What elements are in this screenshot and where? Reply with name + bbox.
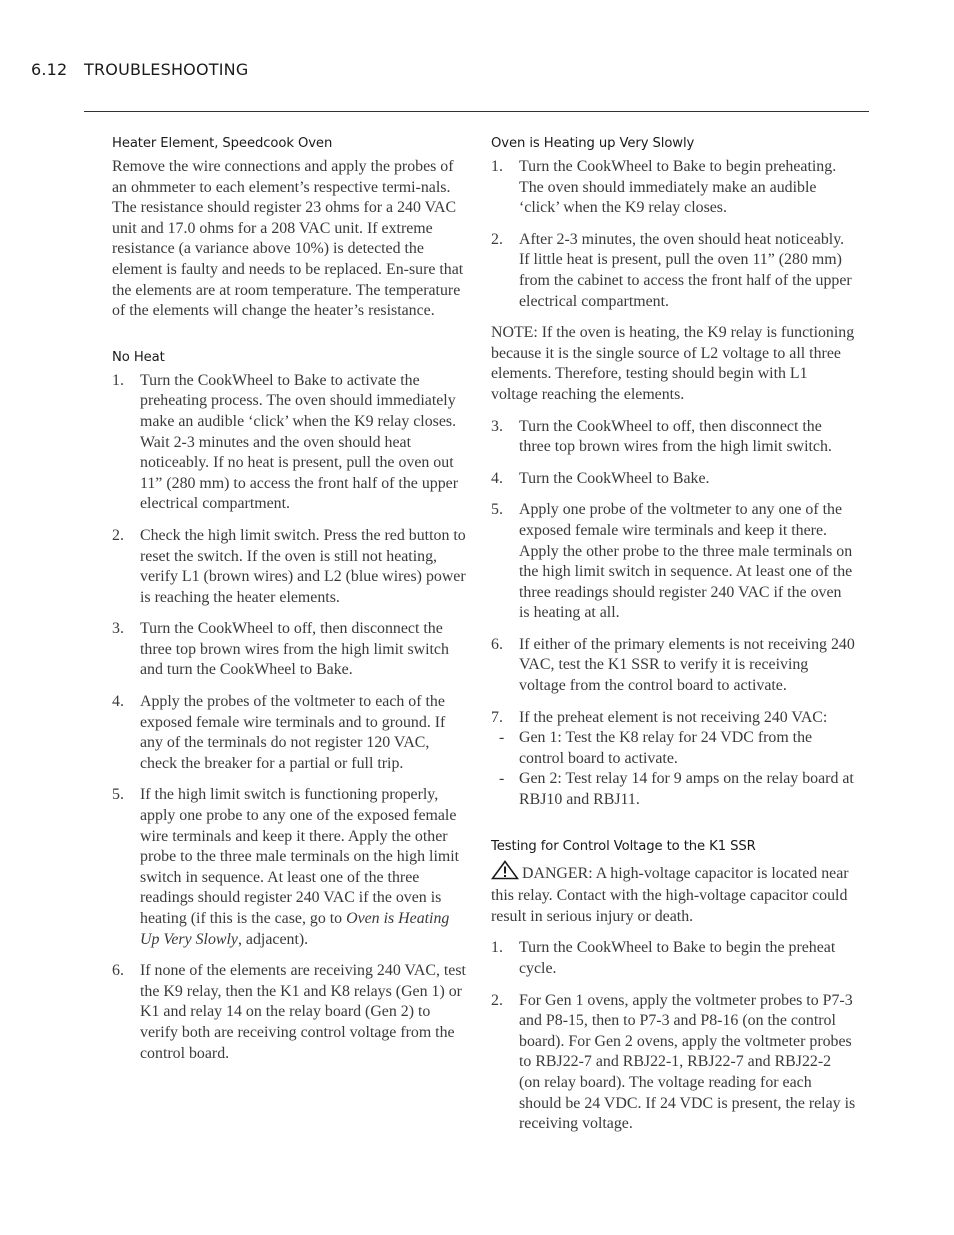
cross-reference-link: Oven is Heating Up Very Slowly	[140, 910, 450, 948]
control-voltage-heading: Testing for Control Voltage to the K1 SSR	[491, 838, 756, 854]
slow-heating-heading: Oven is Heating up Very Slowly	[491, 136, 695, 151]
step-text-end: , adjacent).	[237, 930, 309, 948]
heater-element-body: Remove the wire connections and apply the probes of an ohmmeter to each element’s respective termi-nals. The resistance should register 23 ohms for a 240 VAC unit and 17.0 ohms for a 208 VAC unit. If extreme resistance (a variance above 10%) is detected the element is faulty and needs to be replaced. En-sure that the elements are at room temperature. The temperature of the elements will change the heater’s resistance.	[112, 158, 464, 320]
step-number: 6.	[112, 962, 124, 980]
control-voltage-steps	[491, 938, 856, 1134]
heater-element-heading: Heater Element, Speedcook Oven	[112, 136, 333, 151]
step-text: Apply one probe of the voltmeter to any one of the exposed female wire terminals and keep it there. Apply the other probe to the three male terminals on the high limit switch in sequence. At least one of the three readings should register 240 VAC if the oven is heating at all.	[519, 501, 853, 622]
step-number: 2.	[112, 526, 124, 544]
header-rule	[84, 111, 869, 112]
step-number: 2.	[491, 230, 503, 248]
sub-item-gen2	[491, 769, 856, 810]
step-text: If the high limit switch is functioning properly, apply one probe to any one of the exposed female wire terminals and keep it there. Apply the other probe to the three male terminals on the high limit switch in sequence. At least one of the three readings should register 240 VAC if the oven is heating (if this is the case, go to	[140, 786, 460, 927]
step-number: 7.	[491, 708, 503, 726]
step-number: 3.	[491, 417, 503, 435]
step-text: Turn the CookWheel to Bake to activate the preheating process. The oven should immediately make an audible ‘click’ when the K9 relay closes. Wait 2-3 minutes and the oven should heat noticeably. If no heat is present, pull the oven out 11” (280 mm) to access the front half of the upper electrical compartment.	[140, 371, 458, 513]
step-number: 6.	[491, 635, 503, 653]
step-text: For Gen 1 ovens, apply the voltmeter probes to P7-3 and P8-15, then to P7-3 and P8-16 (on the control board). For Gen 2 ovens, apply the voltmeter probes to RBJ22-7 and RBJ22-1, RBJ22-7 and RBJ22-2 (on relay board). The voltage reading for each should be 24 VDC. If 24 VDC is present, the relay is receiving voltage.	[519, 991, 856, 1133]
danger-text: DANGER: A high-voltage capacitor is located near this relay. Contact with the high-voltage capacitor could result in serious injury or death.	[491, 864, 849, 925]
left-column	[112, 136, 467, 1075]
sub-item-text: Gen 2: Test relay 14 for 9 amps on the relay board at RBJ10 and RBJ11.	[519, 770, 854, 809]
sub-item-text: Gen 1: Test the K8 relay for 24 VDC from the control board to activate.	[519, 729, 813, 767]
step-text: Turn the CookWheel to off, then disconnect the three top brown wires from the high limit switch.	[519, 417, 832, 456]
list-item	[491, 938, 856, 979]
list-item	[491, 500, 856, 624]
step-text: Turn the CookWheel to Bake to begin the preheat cycle.	[519, 939, 836, 977]
step-number: 1.	[491, 939, 503, 957]
step-number: 5.	[491, 501, 503, 519]
step-number: 4.	[491, 469, 503, 487]
right-column	[491, 136, 856, 1146]
dash: -	[499, 770, 505, 788]
step-number: 4.	[112, 693, 124, 711]
list-item	[112, 961, 467, 1064]
step-text: Check the high limit switch. Press the red button to reset the switch. If the oven is still not heating, verify L1 (brown wires) and L2 (blue wires) power is reaching the heater elements.	[140, 526, 466, 606]
list-item	[491, 635, 856, 697]
step-number: 5.	[112, 786, 124, 804]
slow-heating-steps-a	[491, 157, 856, 312]
list-item	[112, 619, 467, 681]
step-text: Turn the CookWheel to Bake to begin preheating. The oven should immediately make an audible ‘click’ when the K9 relay closes.	[519, 158, 837, 217]
list-item	[491, 991, 856, 1135]
step-text: Turn the CookWheel to Bake.	[519, 469, 710, 487]
slow-heating-steps-b	[491, 417, 856, 811]
step-text: If the preheat element is not receiving 240 VAC:	[519, 708, 828, 726]
section-title: TROUBLESHOOTING	[84, 60, 249, 79]
step-text: If either of the primary elements is not receiving 240 VAC, test the K1 SSR to verify it is receiving voltage from the control board to activate.	[519, 635, 855, 695]
step-text: Turn the CookWheel to off, then disconnect the three top brown wires from the high limit switch and turn the CookWheel to Bake.	[140, 620, 449, 679]
list-item	[112, 785, 467, 950]
no-heat-steps	[112, 371, 467, 1064]
note-paragraph: NOTE: If the oven is heating, the K9 relay is functioning because it is the single source of L2 voltage to all three elements. Therefore, testing should begin with L1 voltage reaching the elements.	[491, 324, 855, 403]
step-text: Apply the probes of the voltmeter to each of the exposed female wire terminals and to ground. If any of the terminals do not register 120 VAC, check the breaker for a partial or full trip.	[140, 693, 446, 772]
danger-warning	[491, 860, 856, 928]
step-number: 2.	[491, 991, 503, 1009]
step-text: If none of the elements are receiving 240 VAC, test the K9 relay, then the K1 and K8 relays (Gen 1) or K1 and relay 14 on the relay board (Gen 2) to verify both are receiving control voltage from the control board.	[140, 962, 466, 1062]
step-number: 1.	[112, 371, 124, 389]
list-item	[491, 417, 856, 458]
list-item	[491, 230, 856, 312]
section-number: 6.12	[31, 60, 68, 79]
section-header	[31, 60, 248, 79]
list-item	[491, 708, 856, 811]
list-item	[112, 526, 467, 608]
dash: -	[499, 729, 505, 747]
list-item	[491, 469, 856, 490]
step-number: 1.	[491, 158, 503, 175]
warning-triangle-icon	[491, 860, 519, 887]
step-number: 3.	[112, 620, 124, 638]
list-item	[491, 157, 856, 219]
sub-item-gen1	[491, 728, 856, 769]
list-item	[112, 692, 467, 774]
list-item	[112, 371, 467, 515]
step-text: After 2-3 minutes, the oven should heat noticeably. If little heat is present, pull the oven 11” (280 mm) from the cabinet to access the front half of the upper electrical compartment.	[519, 230, 852, 310]
no-heat-heading: No Heat	[112, 349, 165, 365]
